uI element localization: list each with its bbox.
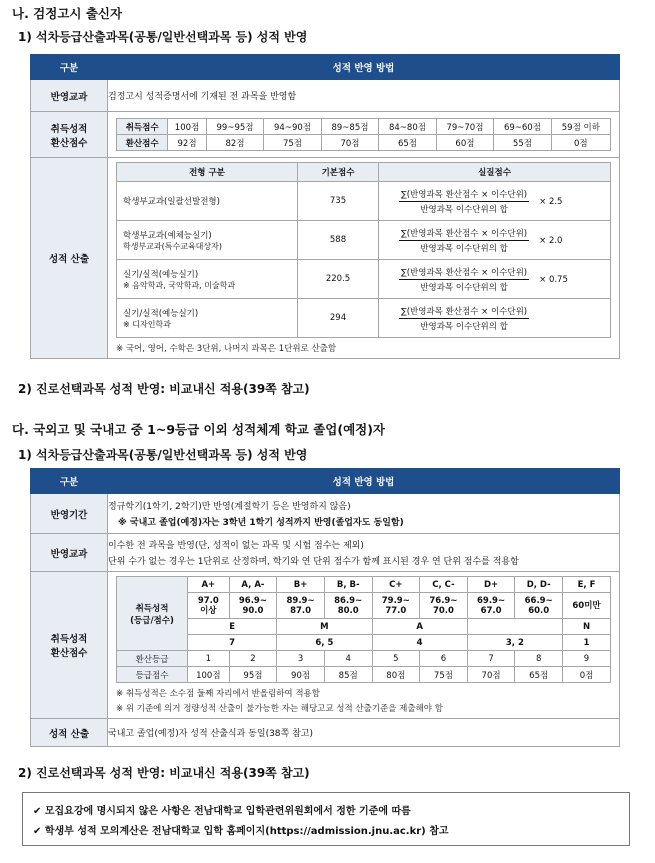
row-label-subjects-b: 반영교과 (31, 534, 108, 572)
conv-value: 75점 (264, 135, 321, 151)
formula-denominator: 반영과목 이수단위의 합 (420, 243, 508, 254)
conv-grade-head: 환산등급 (117, 651, 188, 667)
calc-head-real: 실질점수 (379, 163, 611, 182)
formula-numerator: ∑(반영과목 환산점수 × 이수단위) (399, 226, 529, 241)
section-a-title: 나. 검정고시 출신자 (12, 6, 123, 21)
section-a-subtitle-2: 2) 진로선택과목 성적 반영: 비교내신 적용(39쪽 참고) (18, 382, 310, 396)
calc-formula (379, 182, 611, 221)
conv-grade: 1 (188, 651, 230, 667)
formula-multiplier: × 2.5 (539, 196, 563, 207)
grade-range-top: 60미만 (572, 600, 601, 611)
grade-score: 80점 (372, 667, 420, 683)
row-label-conversion: 취득성적 환산점수 (31, 112, 108, 158)
grade-note-2: ※ 위 기준에 의거 정량성적 산출이 불가능한 자는 해당고교 성적 산출기준을 제출해야 함 (116, 704, 443, 714)
grade-letter: D+ (467, 577, 515, 593)
calculation-b-text: 국내고 졸업(예정)자 성적 산출식과 동일(38쪽 참고) (108, 719, 620, 747)
calc-type-line-1: 학생부교과(일괄선발전형) (123, 197, 220, 207)
grade-letter: C, C- (420, 577, 468, 593)
calc-type-line-2: ※ 디자인학과 (123, 319, 171, 329)
score-head: 취득점수 (117, 119, 168, 135)
grade-letter: C+ (372, 577, 420, 593)
grade-score: 70점 (467, 667, 515, 683)
grade-range-top: 96.9~ (238, 595, 267, 606)
formula-numerator: ∑(반영과목 환산점수 × 이수단위) (399, 304, 529, 319)
grade-range (188, 593, 230, 619)
formula-multiplier: × 0.75 (539, 274, 568, 285)
calc-formula (379, 260, 611, 299)
score-value: 59점 이하 (551, 119, 610, 135)
grade-score: 75점 (420, 667, 468, 683)
grade-score: 90점 (277, 667, 325, 683)
table-a-head-category: 구분 (31, 55, 108, 80)
grade-letter-alt-empty (467, 619, 562, 635)
formula-denominator: 반영과목 이수단위의 합 (420, 321, 508, 332)
conv-value: 55점 (494, 135, 551, 151)
formula-multiplier: × 2.0 (539, 235, 563, 246)
grade-letter-alt: N (563, 619, 611, 635)
conv-value: 65점 (379, 135, 436, 151)
grade-range-top: 76.9~ (429, 595, 458, 606)
formula-denominator: 반영과목 이수단위의 합 (420, 282, 508, 293)
grade-number: 3, 2 (467, 635, 562, 651)
calc-base: 220.5 (298, 260, 379, 299)
formula-fraction (399, 226, 529, 255)
score-value: 89~85점 (321, 119, 378, 135)
row-subjects-text: 검정고시 성적증명서에 기재된 전 과목을 반영함 (108, 80, 620, 112)
conv-value: 60점 (436, 135, 493, 151)
grade-score: 100점 (188, 667, 230, 683)
conv-grade: 5 (372, 651, 420, 667)
score-value: 84~80점 (379, 119, 436, 135)
section-b-subtitle-1: 1) 석차등급산출과목(공통/일반선택과목 등) 성적 반영 (18, 448, 308, 462)
conv-grade: 8 (515, 651, 563, 667)
grade-label-2: (등급/점수) (130, 615, 174, 626)
subjects-b-text-1: 이수한 전 과목을 반영(단, 성적이 없는 과목 및 시험 점수는 제외) (108, 541, 364, 551)
formula-fraction (399, 265, 529, 294)
grade-number: 7 (188, 635, 277, 651)
calc-type (117, 182, 298, 221)
calc-row (117, 221, 611, 260)
calc-type-line-1: 실기/실적(예능실기) (123, 308, 199, 319)
grade-range (563, 593, 611, 619)
grade-letter-alt: A (372, 619, 467, 635)
conv-grade: 7 (467, 651, 515, 667)
grade-range-bottom: 67.0 (480, 605, 502, 616)
subjects-b-text-2: 단위 수가 없는 경우는 1단위로 산정하며, 학기와 연 단위 점수가 함께 표시된 경우 연 단위 점수를 적용함 (108, 557, 519, 567)
conv-head: 환산점수 (117, 135, 168, 151)
grade-letter: D, D- (515, 577, 563, 593)
calc-base: 588 (298, 221, 379, 260)
section-b-title: 다. 국외고 및 국내고 중 1~9등급 이외 성적체계 학교 졸업(예정)자 (12, 422, 386, 437)
grade-letter: A+ (188, 577, 230, 593)
grade-number: 6, 5 (277, 635, 372, 651)
grade-score: 65점 (515, 667, 563, 683)
calc-head-base: 기본점수 (298, 163, 379, 182)
formula-fraction (399, 304, 529, 333)
period-text-1: 정규학기(1학기, 2학기)만 반영(계절학기 등은 반영하지 않음) (108, 502, 351, 512)
grade-number: 4 (372, 635, 467, 651)
grade-range-top: 89.9~ (286, 595, 315, 606)
grade-score: 0점 (563, 667, 611, 683)
grade-range-bottom: 70.0 (432, 605, 454, 616)
calc-base: 294 (298, 299, 379, 338)
row-label-subjects: 반영교과 (31, 80, 108, 112)
row-label-calculation: 성적 산출 (31, 158, 108, 359)
formula-denominator: 반영과목 이수단위의 합 (420, 204, 508, 215)
conv-grade: 2 (229, 651, 277, 667)
table-a (30, 54, 620, 359)
formula-numerator: ∑(반영과목 환산점수 × 이수단위) (399, 265, 529, 280)
conv-grade: 6 (420, 651, 468, 667)
grade-range-top: 79.9~ (381, 595, 410, 606)
grade-range (467, 593, 515, 619)
grade-range-top: 97.0 (197, 595, 219, 606)
footer-note-1: ✔ 모집요강에 명시되지 않은 사항은 전남대학교 입학관련위원회에서 정한 기준에 따름 (33, 806, 411, 817)
calc-row (117, 182, 611, 221)
calc-formula (379, 299, 611, 338)
table-b (30, 468, 620, 747)
formula-fraction (399, 187, 529, 216)
calc-type-line-1: 학생부교과(예체능실기) (123, 230, 212, 241)
row-label-calculation-b: 성적 산출 (31, 719, 108, 747)
grade-letter-alt: M (277, 619, 372, 635)
section-a-subtitle-1: 1) 석차등급산출과목(공통/일반선택과목 등) 성적 반영 (18, 30, 308, 44)
calc-base: 735 (298, 182, 379, 221)
formula-numerator: ∑(반영과목 환산점수 × 이수단위) (399, 187, 529, 202)
grade-range (277, 593, 325, 619)
grade-range-bottom: 87.0 (290, 605, 312, 616)
footer-note-2: ✔ 학생부 성적 모의계산은 전남대학교 입학 홈페이지(https://admission.jnu.ac.kr) 참고 (33, 826, 449, 837)
score-value: 69~60점 (494, 119, 551, 135)
grade-label-1: 취득성적 (135, 603, 169, 614)
grade-letter: B+ (277, 577, 325, 593)
grade-label (117, 577, 188, 651)
calc-type (117, 260, 298, 299)
grade-score: 85점 (324, 667, 372, 683)
conv-value: 92점 (168, 135, 207, 151)
calc-type-line-2: 학생부교과(특수교육대상자) (123, 241, 222, 251)
grade-note-1: ※ 취득성적은 소수점 둘째 자리에서 반올림하여 적용함 (116, 689, 320, 699)
score-value: 100점 (168, 119, 207, 135)
grade-conversion-table (116, 576, 611, 683)
table-b-head-method: 성적 반영 방법 (108, 469, 620, 494)
grade-range-bottom: 77.0 (385, 605, 407, 616)
row-label-period: 반영기간 (31, 494, 108, 534)
calc-formula (379, 221, 611, 260)
grade-range (420, 593, 468, 619)
calc-type (117, 299, 298, 338)
grade-range-top: 86.9~ (334, 595, 363, 606)
conv-grade: 4 (324, 651, 372, 667)
calc-type-line-1: 실기/실적(예능실기) (123, 269, 199, 280)
conv-value: 82점 (206, 135, 263, 151)
grade-score: 95점 (229, 667, 277, 683)
score-value: 79~70점 (436, 119, 493, 135)
conv-grade: 3 (277, 651, 325, 667)
calc-row (117, 260, 611, 299)
section-b-subtitle-2: 2) 진로선택과목 성적 반영: 비교내신 적용(39쪽 참고) (18, 766, 310, 780)
calculation-table (116, 162, 611, 338)
calc-type (117, 221, 298, 260)
score-value: 94~90점 (264, 119, 321, 135)
score-value: 99~95점 (206, 119, 263, 135)
grade-letter: B, B- (324, 577, 372, 593)
grade-range-bottom: 90.0 (242, 605, 264, 616)
grade-range (515, 593, 563, 619)
table-a-head-method: 성적 반영 방법 (108, 55, 620, 80)
grade-range-bottom: 60.0 (528, 605, 550, 616)
calc-head-type: 전형 구분 (117, 163, 298, 182)
footer-notes (22, 792, 630, 846)
score-conversion-table (116, 118, 611, 151)
grade-letter-alt: E (188, 619, 277, 635)
period-text-2: ※ 국내고 졸업(예정)자는 3학년 1학기 성적까지 반영(졸업자도 동일함) (118, 518, 404, 528)
grade-letter: E, F (563, 577, 611, 593)
conv-value: 0점 (551, 135, 610, 151)
calc-type-line-2: ※ 음악학과, 국악학과, 미술학과 (123, 280, 236, 290)
grade-range-bottom: 80.0 (337, 605, 359, 616)
conv-grade: 9 (563, 651, 611, 667)
grade-letter: A, A- (229, 577, 277, 593)
table-b-head-category: 구분 (31, 469, 108, 494)
row-label-conversion-b: 취득성적 환산점수 (31, 572, 108, 719)
calc-row (117, 299, 611, 338)
conv-value: 70점 (321, 135, 378, 151)
grade-range-top: 66.9~ (524, 595, 553, 606)
grade-score-head: 등급점수 (117, 667, 188, 683)
calc-note: ※ 국어, 영어, 수학은 3단위, 나머지 과목은 1단위로 산출함 (116, 344, 337, 354)
grade-range (324, 593, 372, 619)
grade-range-top: 69.9~ (477, 595, 506, 606)
grade-range-bottom: 이상 (200, 605, 217, 616)
grade-number: 1 (563, 635, 611, 651)
grade-range (229, 593, 277, 619)
grade-range (372, 593, 420, 619)
